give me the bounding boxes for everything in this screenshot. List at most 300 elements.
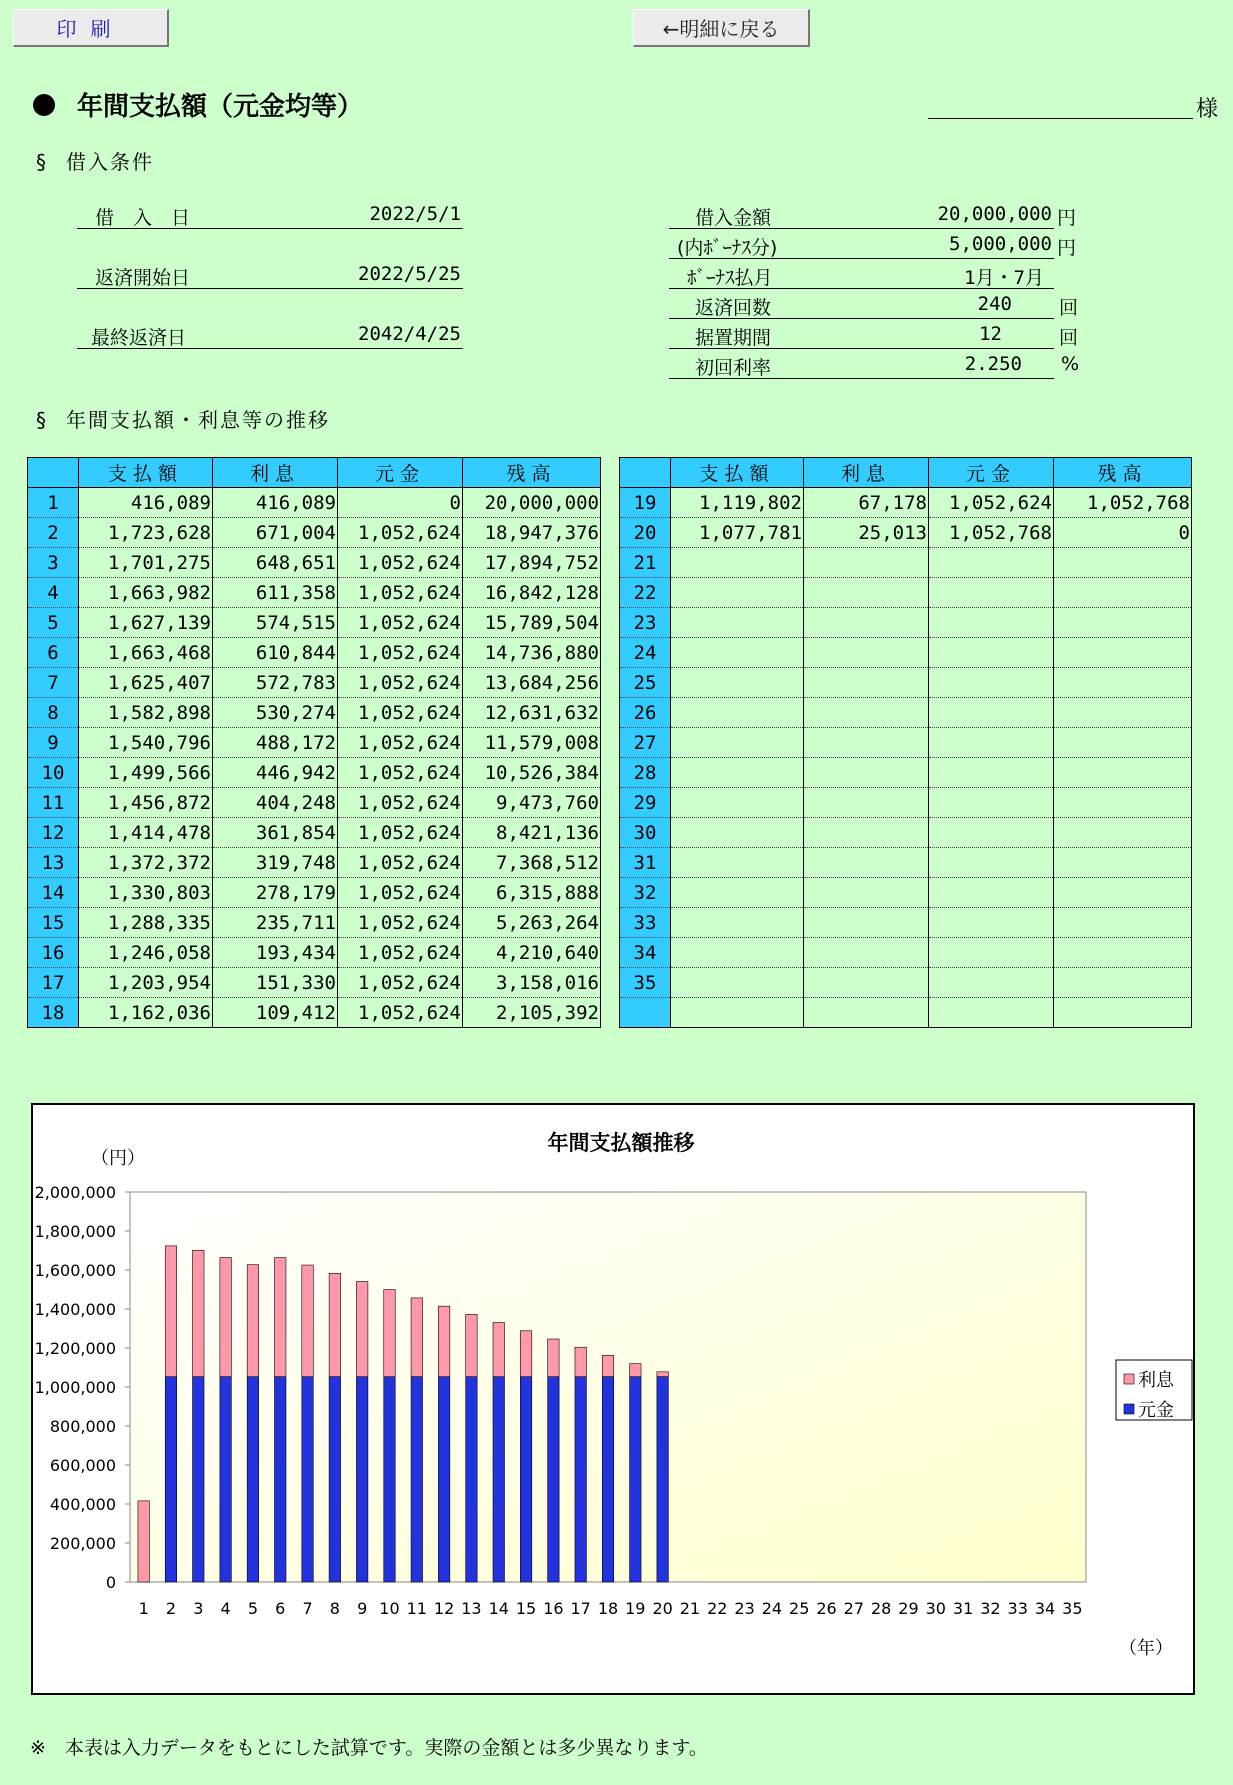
row-interest-cell: 109,412: [213, 998, 338, 1028]
row-interest-cell: [804, 758, 929, 788]
row-balance-cell: [1054, 698, 1192, 728]
x-tick-label: 15: [515, 1599, 537, 1618]
row-index-cell: 22: [620, 578, 671, 608]
row-interest-cell: [804, 938, 929, 968]
row-principal-cell: 1,052,768: [929, 518, 1054, 548]
row-index-cell: 34: [620, 938, 671, 968]
x-tick-label: 24: [761, 1599, 783, 1618]
row-principal-cell: 1,052,624: [338, 788, 463, 818]
section-transition: [36, 404, 330, 433]
schedule-table-right: [619, 457, 1192, 1028]
row-balance-cell: [1054, 668, 1192, 698]
row-principal-cell: 1,052,624: [338, 758, 463, 788]
bar-interest-year-6: [274, 1258, 285, 1377]
row-balance-cell: 6,315,888: [463, 878, 601, 908]
row-index-cell: 33: [620, 908, 671, 938]
bar-principal-year-18: [602, 1377, 613, 1582]
row-principal-cell: 1,052,624: [338, 908, 463, 938]
row-interest-cell: [804, 998, 929, 1028]
row-interest-cell: 193,434: [213, 938, 338, 968]
row-index-cell: 13: [28, 848, 79, 878]
row-principal-cell: [929, 758, 1054, 788]
row-balance-cell: [1054, 758, 1192, 788]
bar-principal-year-5: [247, 1377, 258, 1582]
row-interest-cell: 671,004: [213, 518, 338, 548]
x-tick-label: 2: [165, 1599, 177, 1618]
row-payment-cell: [671, 608, 804, 638]
row-payment-cell: 1,119,802: [671, 488, 804, 518]
row-principal-cell: [929, 998, 1054, 1028]
row-interest-cell: 25,013: [804, 518, 929, 548]
row-balance-cell: [1054, 908, 1192, 938]
row-index-cell: 28: [620, 758, 671, 788]
table-row: [620, 488, 1192, 518]
bar-interest-year-11: [411, 1298, 422, 1377]
row-index-cell: 31: [620, 848, 671, 878]
row-payment-cell: 1,627,139: [79, 608, 213, 638]
row-balance-cell: [1054, 818, 1192, 848]
bar-interest-year-5: [247, 1265, 258, 1377]
row-principal-cell: [929, 938, 1054, 968]
row-index-cell: 32: [620, 878, 671, 908]
bar-principal-year-19: [630, 1377, 641, 1582]
section-transition-label: 年間支払額・利息等の推移: [66, 408, 330, 432]
table-header-balance: 残高: [1054, 458, 1192, 488]
x-tick-label: 31: [952, 1599, 974, 1618]
page-title: [33, 86, 363, 123]
row-index-cell: 19: [620, 488, 671, 518]
table-row: [620, 518, 1192, 548]
row-index-cell: 7: [28, 668, 79, 698]
row-index-cell: [620, 998, 671, 1028]
schedule-table-left: [27, 457, 601, 1028]
condition-bonus-portion: [669, 229, 1054, 259]
bar-interest-year-3: [193, 1250, 204, 1376]
row-balance-cell: 9,473,760: [463, 788, 601, 818]
condition-value: 12: [979, 323, 1002, 345]
customer-name-field: [928, 118, 1193, 119]
print-button[interactable]: 印刷: [13, 9, 169, 47]
table-header-row: [620, 458, 1192, 488]
x-tick-label: 20: [652, 1599, 673, 1618]
condition-label: 借入金額: [695, 207, 772, 229]
legend-swatch: [1124, 1404, 1134, 1414]
row-balance-cell: [1054, 878, 1192, 908]
row-interest-cell: [804, 728, 929, 758]
x-tick-label: 25: [789, 1599, 810, 1618]
x-tick-label: 7: [302, 1599, 313, 1618]
row-payment-cell: 1,414,478: [79, 818, 213, 848]
row-principal-cell: 1,052,624: [338, 698, 463, 728]
row-payment-cell: 1,701,275: [79, 548, 213, 578]
bar-interest-year-9: [356, 1282, 367, 1377]
table-row: [620, 818, 1192, 848]
x-tick-label: 18: [597, 1599, 619, 1618]
table-row: [28, 938, 601, 968]
row-index-cell: 3: [28, 548, 79, 578]
table-row: [28, 608, 601, 638]
row-balance-cell: [1054, 638, 1192, 668]
table-row: [28, 488, 601, 518]
table-header-index: [620, 458, 671, 488]
unit-label: 円: [1057, 207, 1077, 229]
table-header-payment: 支払額: [671, 458, 804, 488]
x-tick-label: 8: [329, 1599, 340, 1618]
row-balance-cell: 3,158,016: [463, 968, 601, 998]
table-row: [620, 998, 1192, 1028]
bar-interest-year-18: [602, 1355, 613, 1376]
table-row: [28, 998, 601, 1028]
row-principal-cell: [929, 968, 1054, 998]
page-title-text: 年間支払額（元金均等）: [77, 92, 364, 122]
condition-loan-amount: [669, 199, 1054, 229]
condition-start-date: [77, 259, 463, 289]
table-row: [28, 668, 601, 698]
row-interest-cell: [804, 668, 929, 698]
y-tick-label: 1,800,000: [34, 1222, 116, 1241]
table-header-principal: 元金: [929, 458, 1054, 488]
row-principal-cell: [929, 788, 1054, 818]
table-row: [620, 698, 1192, 728]
row-index-cell: 15: [28, 908, 79, 938]
row-index-cell: 5: [28, 608, 79, 638]
table-row: [28, 728, 601, 758]
row-index-cell: 16: [28, 938, 79, 968]
row-payment-cell: 1,456,872: [79, 788, 213, 818]
row-payment-cell: [671, 668, 804, 698]
table-row: [28, 758, 601, 788]
row-balance-cell: 14,736,880: [463, 638, 601, 668]
bar-interest-year-2: [165, 1246, 176, 1377]
row-interest-cell: [804, 908, 929, 938]
row-payment-cell: 1,288,335: [79, 908, 213, 938]
x-tick-label: 4: [220, 1599, 231, 1618]
row-balance-cell: [1054, 578, 1192, 608]
row-index-cell: 10: [28, 758, 79, 788]
row-payment-cell: [671, 878, 804, 908]
bar-interest-year-10: [384, 1290, 395, 1377]
row-index-cell: 8: [28, 698, 79, 728]
table-row: [620, 968, 1192, 998]
row-balance-cell: 2,105,392: [463, 998, 601, 1028]
x-tick-label: 17: [570, 1599, 591, 1618]
table-header-index: [28, 458, 79, 488]
row-interest-cell: 416,089: [213, 488, 338, 518]
row-interest-cell: 648,651: [213, 548, 338, 578]
table-row: [620, 548, 1192, 578]
row-index-cell: 18: [28, 998, 79, 1028]
row-index-cell: 2: [28, 518, 79, 548]
bar-principal-year-17: [575, 1377, 586, 1582]
row-principal-cell: [929, 638, 1054, 668]
row-index-cell: 27: [620, 728, 671, 758]
row-balance-cell: [1054, 788, 1192, 818]
y-tick-label: 0: [105, 1573, 116, 1592]
row-payment-cell: [671, 728, 804, 758]
row-balance-cell: 10,526,384: [463, 758, 601, 788]
row-payment-cell: [671, 548, 804, 578]
row-interest-cell: 572,783: [213, 668, 338, 698]
condition-final-date: [77, 319, 463, 349]
bar-principal-year-13: [466, 1377, 477, 1582]
bar-interest-year-13: [466, 1314, 477, 1376]
table-row: [620, 848, 1192, 878]
bar-principal-year-9: [356, 1377, 367, 1582]
condition-label: 借 入 日: [95, 207, 191, 229]
row-index-cell: 20: [620, 518, 671, 548]
condition-value: 2022/5/1: [369, 203, 461, 225]
honorific-label: 様: [1196, 97, 1219, 122]
table-row: [28, 638, 601, 668]
row-index-cell: 25: [620, 668, 671, 698]
row-interest-cell: [804, 698, 929, 728]
row-interest-cell: 611,358: [213, 578, 338, 608]
row-index-cell: 17: [28, 968, 79, 998]
row-balance-cell: 0: [1054, 518, 1192, 548]
table-row: [620, 578, 1192, 608]
bar-principal-year-12: [438, 1377, 449, 1582]
row-principal-cell: [929, 908, 1054, 938]
row-balance-cell: [1054, 938, 1192, 968]
row-payment-cell: 1,162,036: [79, 998, 213, 1028]
row-principal-cell: 1,052,624: [929, 488, 1054, 518]
unit-label: 円: [1057, 237, 1077, 259]
bar-interest-year-8: [329, 1273, 340, 1376]
row-index-cell: 30: [620, 818, 671, 848]
bar-principal-year-16: [548, 1377, 559, 1582]
bar-principal-year-8: [329, 1377, 340, 1582]
section-mark: §: [36, 408, 48, 432]
unit-label: %: [1061, 353, 1080, 375]
table-row: [620, 938, 1192, 968]
legend-label: 利息: [1138, 1370, 1174, 1391]
unit-label: 回: [1059, 297, 1079, 319]
bar-principal-year-7: [302, 1377, 313, 1582]
table-row: [620, 758, 1192, 788]
table-row: [28, 818, 601, 848]
row-principal-cell: 1,052,624: [338, 608, 463, 638]
condition-value: 2022/5/25: [358, 263, 461, 285]
row-interest-cell: 530,274: [213, 698, 338, 728]
row-balance-cell: 20,000,000: [463, 488, 601, 518]
row-payment-cell: [671, 818, 804, 848]
bar-principal-year-14: [493, 1377, 504, 1582]
row-balance-cell: 13,684,256: [463, 668, 601, 698]
row-principal-cell: [929, 608, 1054, 638]
unit-label: 回: [1059, 327, 1079, 349]
y-tick-label: 1,600,000: [34, 1261, 116, 1280]
row-principal-cell: [929, 578, 1054, 608]
row-interest-cell: [804, 638, 929, 668]
row-principal-cell: [929, 668, 1054, 698]
row-index-cell: 6: [28, 638, 79, 668]
table-row: [28, 788, 601, 818]
row-payment-cell: [671, 638, 804, 668]
condition-label: (内ﾎﾞｰﾅｽ分): [677, 237, 778, 259]
y-tick-label: 1,000,000: [34, 1378, 116, 1397]
chart-y-axis-label: （円）: [91, 1148, 145, 1169]
condition-initial-rate: [669, 349, 1054, 379]
row-balance-cell: [1054, 548, 1192, 578]
row-index-cell: 9: [28, 728, 79, 758]
row-principal-cell: 0: [338, 488, 463, 518]
y-tick-label: 2,000,000: [34, 1183, 116, 1202]
bullet-icon: [33, 94, 55, 116]
section-mark: §: [36, 150, 48, 174]
row-index-cell: 14: [28, 878, 79, 908]
bar-principal-year-2: [165, 1377, 176, 1582]
row-payment-cell: 1,582,898: [79, 698, 213, 728]
row-interest-cell: 404,248: [213, 788, 338, 818]
chart-title: 年間支払額推移: [547, 1131, 695, 1155]
condition-value: 2.250: [964, 353, 1022, 375]
row-principal-cell: [929, 848, 1054, 878]
row-payment-cell: 416,089: [79, 488, 213, 518]
condition-value: 20,000,000: [937, 203, 1052, 225]
section-conditions: [36, 146, 154, 175]
table-row: [620, 638, 1192, 668]
row-interest-cell: [804, 548, 929, 578]
row-interest-cell: 278,179: [213, 878, 338, 908]
row-principal-cell: 1,052,624: [338, 878, 463, 908]
row-interest-cell: 151,330: [213, 968, 338, 998]
bar-principal-year-11: [411, 1377, 422, 1582]
row-index-cell: 4: [28, 578, 79, 608]
x-tick-label: 12: [433, 1599, 455, 1618]
back-to-details-button[interactable]: ←明細に戻る: [633, 9, 810, 47]
section-conditions-label: 借入条件: [66, 150, 154, 174]
row-payment-cell: [671, 938, 804, 968]
row-payment-cell: 1,499,566: [79, 758, 213, 788]
row-balance-cell: 18,947,376: [463, 518, 601, 548]
bar-interest-year-1: [138, 1501, 149, 1582]
legend-swatch: [1124, 1374, 1134, 1384]
row-interest-cell: [804, 848, 929, 878]
x-tick-label: 11: [406, 1599, 427, 1618]
bar-interest-year-20: [657, 1372, 668, 1377]
x-tick-label: 23: [734, 1599, 755, 1618]
x-tick-label: 16: [543, 1599, 564, 1618]
row-index-cell: 12: [28, 818, 79, 848]
bar-interest-year-12: [438, 1306, 449, 1377]
row-payment-cell: [671, 758, 804, 788]
bar-principal-year-3: [193, 1377, 204, 1582]
row-principal-cell: 1,052,624: [338, 848, 463, 878]
row-balance-cell: 8,421,136: [463, 818, 601, 848]
condition-value: 1月・7月: [964, 267, 1044, 289]
bar-interest-year-7: [302, 1265, 313, 1377]
annual-payment-chart: [31, 1103, 1195, 1695]
row-payment-cell: [671, 698, 804, 728]
condition-bonus-months: [669, 259, 1054, 289]
row-principal-cell: 1,052,624: [338, 818, 463, 848]
chart-x-axis-label: （年）: [1119, 1638, 1173, 1659]
x-tick-label: 29: [898, 1599, 919, 1618]
x-tick-label: 14: [488, 1599, 509, 1618]
row-principal-cell: 1,052,624: [338, 728, 463, 758]
bar-principal-year-4: [220, 1377, 231, 1582]
disclaimer-note: ※ 本表は入力データをもとにした試算です。実際の金額とは多少異なります。: [30, 1737, 708, 1759]
row-interest-cell: [804, 608, 929, 638]
row-principal-cell: [929, 548, 1054, 578]
row-principal-cell: 1,052,624: [338, 518, 463, 548]
x-tick-label: 1: [138, 1599, 149, 1618]
y-tick-label: 1,400,000: [34, 1300, 116, 1319]
condition-label: ﾎﾞｰﾅｽ払月: [687, 267, 773, 289]
row-payment-cell: 1,723,628: [79, 518, 213, 548]
row-interest-cell: 319,748: [213, 848, 338, 878]
row-interest-cell: 488,172: [213, 728, 338, 758]
row-balance-cell: 15,789,504: [463, 608, 601, 638]
row-principal-cell: [929, 818, 1054, 848]
row-interest-cell: 446,942: [213, 758, 338, 788]
table-row: [28, 578, 601, 608]
y-tick-label: 400,000: [49, 1495, 116, 1514]
x-tick-label: 3: [193, 1599, 204, 1618]
bar-interest-year-19: [630, 1364, 641, 1377]
legend-label: 元金: [1138, 1400, 1174, 1421]
x-tick-label: 22: [707, 1599, 728, 1618]
row-payment-cell: 1,330,803: [79, 878, 213, 908]
bar-interest-year-4: [220, 1258, 231, 1377]
x-tick-label: 6: [275, 1599, 286, 1618]
row-interest-cell: 574,515: [213, 608, 338, 638]
table-row: [28, 908, 601, 938]
condition-label: 返済回数: [695, 297, 772, 319]
table-header-balance: 残高: [463, 458, 601, 488]
row-principal-cell: 1,052,624: [338, 938, 463, 968]
row-payment-cell: 1,372,372: [79, 848, 213, 878]
table-row: [620, 908, 1192, 938]
row-payment-cell: 1,077,781: [671, 518, 804, 548]
row-payment-cell: 1,625,407: [79, 668, 213, 698]
row-index-cell: 35: [620, 968, 671, 998]
row-balance-cell: 11,579,008: [463, 728, 601, 758]
table-row: [620, 788, 1192, 818]
row-principal-cell: 1,052,624: [338, 638, 463, 668]
chart-svg: [33, 1105, 1193, 1693]
y-tick-label: 800,000: [49, 1417, 116, 1436]
condition-label: 初回利率: [695, 357, 772, 379]
row-balance-cell: [1054, 998, 1192, 1028]
condition-value: 5,000,000: [949, 233, 1052, 255]
row-balance-cell: [1054, 728, 1192, 758]
y-tick-label: 1,200,000: [34, 1339, 116, 1358]
x-tick-label: 9: [357, 1599, 368, 1618]
row-payment-cell: [671, 848, 804, 878]
x-tick-label: 10: [379, 1599, 400, 1618]
x-tick-label: 21: [679, 1599, 701, 1618]
row-interest-cell: [804, 788, 929, 818]
condition-repayment-count: [669, 289, 1054, 319]
table-header-row: [28, 458, 601, 488]
x-tick-label: 13: [461, 1599, 482, 1618]
x-tick-label: 5: [247, 1599, 259, 1618]
row-index-cell: 21: [620, 548, 671, 578]
row-principal-cell: 1,052,624: [338, 548, 463, 578]
condition-value: 2042/4/25: [358, 323, 461, 345]
table-row: [28, 518, 601, 548]
row-balance-cell: 7,368,512: [463, 848, 601, 878]
row-payment-cell: 1,663,982: [79, 578, 213, 608]
table-row: [620, 608, 1192, 638]
bar-principal-year-20: [657, 1377, 668, 1582]
row-payment-cell: [671, 998, 804, 1028]
row-index-cell: 24: [620, 638, 671, 668]
table-header-principal: 元金: [338, 458, 463, 488]
row-interest-cell: [804, 578, 929, 608]
condition-deferment-period: [669, 319, 1054, 349]
